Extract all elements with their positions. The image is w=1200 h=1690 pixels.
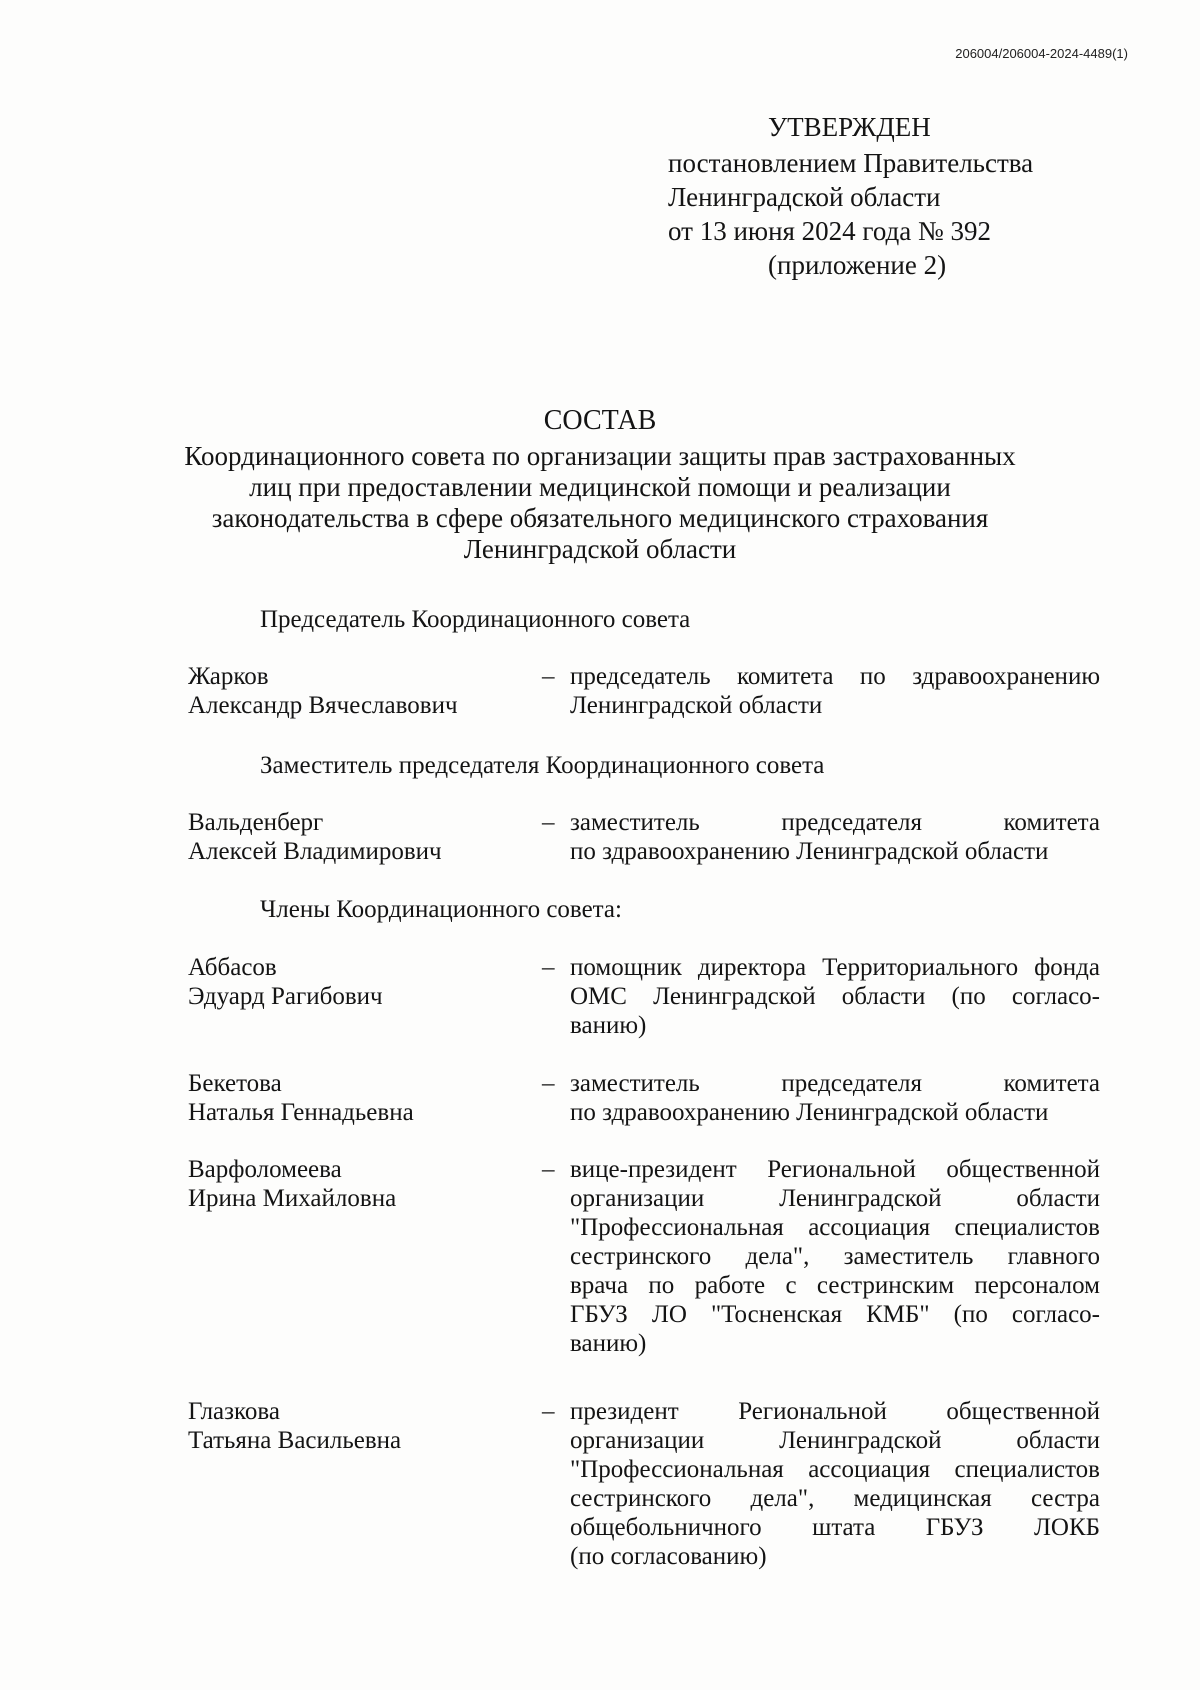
document-title xyxy=(150,405,1050,565)
approval-stamp xyxy=(668,110,1088,282)
desc-line: ГБУЗ ЛО "Тосненская КМБ" (по согласо- xyxy=(570,1301,1100,1328)
desc-line: врача по работе с сестринским персоналом xyxy=(570,1272,1100,1299)
section-members: Члены Координационного совета: xyxy=(260,896,622,923)
person-surname: Жарков xyxy=(188,663,269,690)
desc-line: (по согласованию) xyxy=(570,1543,767,1570)
person-name xyxy=(188,1397,548,1455)
person-given-names: Эдуард Рагибович xyxy=(188,983,383,1010)
person-surname: Бекетова xyxy=(188,1070,282,1097)
person-description xyxy=(570,808,1100,866)
approval-heading: УТВЕРЖДЕН xyxy=(768,112,931,142)
desc-line: заместитель председателя комитета xyxy=(570,809,1100,836)
desc-line: организации Ленинградской области xyxy=(570,1427,1100,1454)
desc-line: ОМС Ленинградской области (по согласо- xyxy=(570,983,1100,1010)
person-description xyxy=(570,1069,1100,1127)
person-surname: Аббасов xyxy=(188,954,277,981)
person-given-names: Татьяна Васильевна xyxy=(188,1427,402,1454)
person-name xyxy=(188,1155,548,1213)
person-surname: Глазкова xyxy=(188,1398,280,1425)
title-line-4: Ленинградской области xyxy=(463,534,737,564)
desc-line: сестринского дела", медицинская сестра xyxy=(570,1485,1100,1512)
person-name xyxy=(188,1069,548,1127)
desc-line: "Профессиональная ассоциация специалистов xyxy=(570,1456,1100,1483)
approval-line-2: Ленинградской области xyxy=(668,182,941,212)
dash: – xyxy=(542,954,555,981)
person-surname: Варфоломеева xyxy=(188,1156,342,1183)
title-main: СОСТАВ xyxy=(543,405,657,436)
desc-line: Ленинградской области xyxy=(570,692,823,719)
person-description xyxy=(570,953,1100,1040)
desc-line: президент Региональной общественной xyxy=(570,1398,1100,1425)
desc-line: сестринского дела", заместитель главного xyxy=(570,1243,1100,1270)
person-name xyxy=(188,662,548,720)
title-line-2: лиц при предоставлении медицинской помощи и реализации xyxy=(249,472,951,502)
person-description xyxy=(570,662,1100,720)
dash: – xyxy=(542,809,555,836)
dash: – xyxy=(542,1398,555,1425)
title-line-1: Координационного совета по организации защиты прав застрахованных xyxy=(184,441,1016,471)
section-deputy: Заместитель председателя Координационного совета xyxy=(260,752,825,779)
approval-line-3: от 13 июня 2024 года № 392 xyxy=(668,216,992,246)
dash: – xyxy=(542,663,555,690)
dash: – xyxy=(542,1070,555,1097)
desc-line: заместитель председателя комитета xyxy=(570,1070,1100,1097)
approval-line-1: постановлением Правительства xyxy=(668,148,1034,178)
desc-line: ванию) xyxy=(570,1330,647,1357)
title-line-3: законодательства в сфере обязательного медицинского страхования xyxy=(211,503,989,533)
person-given-names: Наталья Геннадьевна xyxy=(188,1099,414,1126)
desc-line: общебольничного штата ГБУЗ ЛОКБ xyxy=(570,1514,1100,1541)
person-description xyxy=(570,1155,1100,1358)
person-name xyxy=(188,808,548,866)
approval-line-4: (приложение 2) xyxy=(768,250,947,280)
section-chairman: Председатель Координационного совета xyxy=(260,606,691,633)
desc-line: по здравоохранению Ленинградской области xyxy=(570,838,1049,865)
desc-line: "Профессиональная ассоциация специалистов xyxy=(570,1214,1100,1241)
desc-line: председатель комитета по здравоохранению xyxy=(570,663,1100,690)
person-surname: Вальденберг xyxy=(188,809,324,836)
person-given-names: Алексей Владимирович xyxy=(188,838,442,865)
desc-line: вице-президент Региональной общественной xyxy=(570,1156,1100,1183)
desc-line: организации Ленинградской области xyxy=(570,1185,1100,1212)
desc-line: помощник директора Территориального фонда xyxy=(570,954,1100,981)
person-given-names: Александр Вячеславович xyxy=(188,692,458,719)
document-id: 206004/206004-2024-4489(1) xyxy=(955,46,1128,61)
dash: – xyxy=(542,1156,555,1183)
person-name xyxy=(188,953,548,1011)
desc-line: по здравоохранению Ленинградской области xyxy=(570,1099,1049,1126)
person-description xyxy=(570,1397,1100,1571)
desc-line: ванию) xyxy=(570,1012,647,1039)
person-given-names: Ирина Михайловна xyxy=(188,1185,397,1212)
